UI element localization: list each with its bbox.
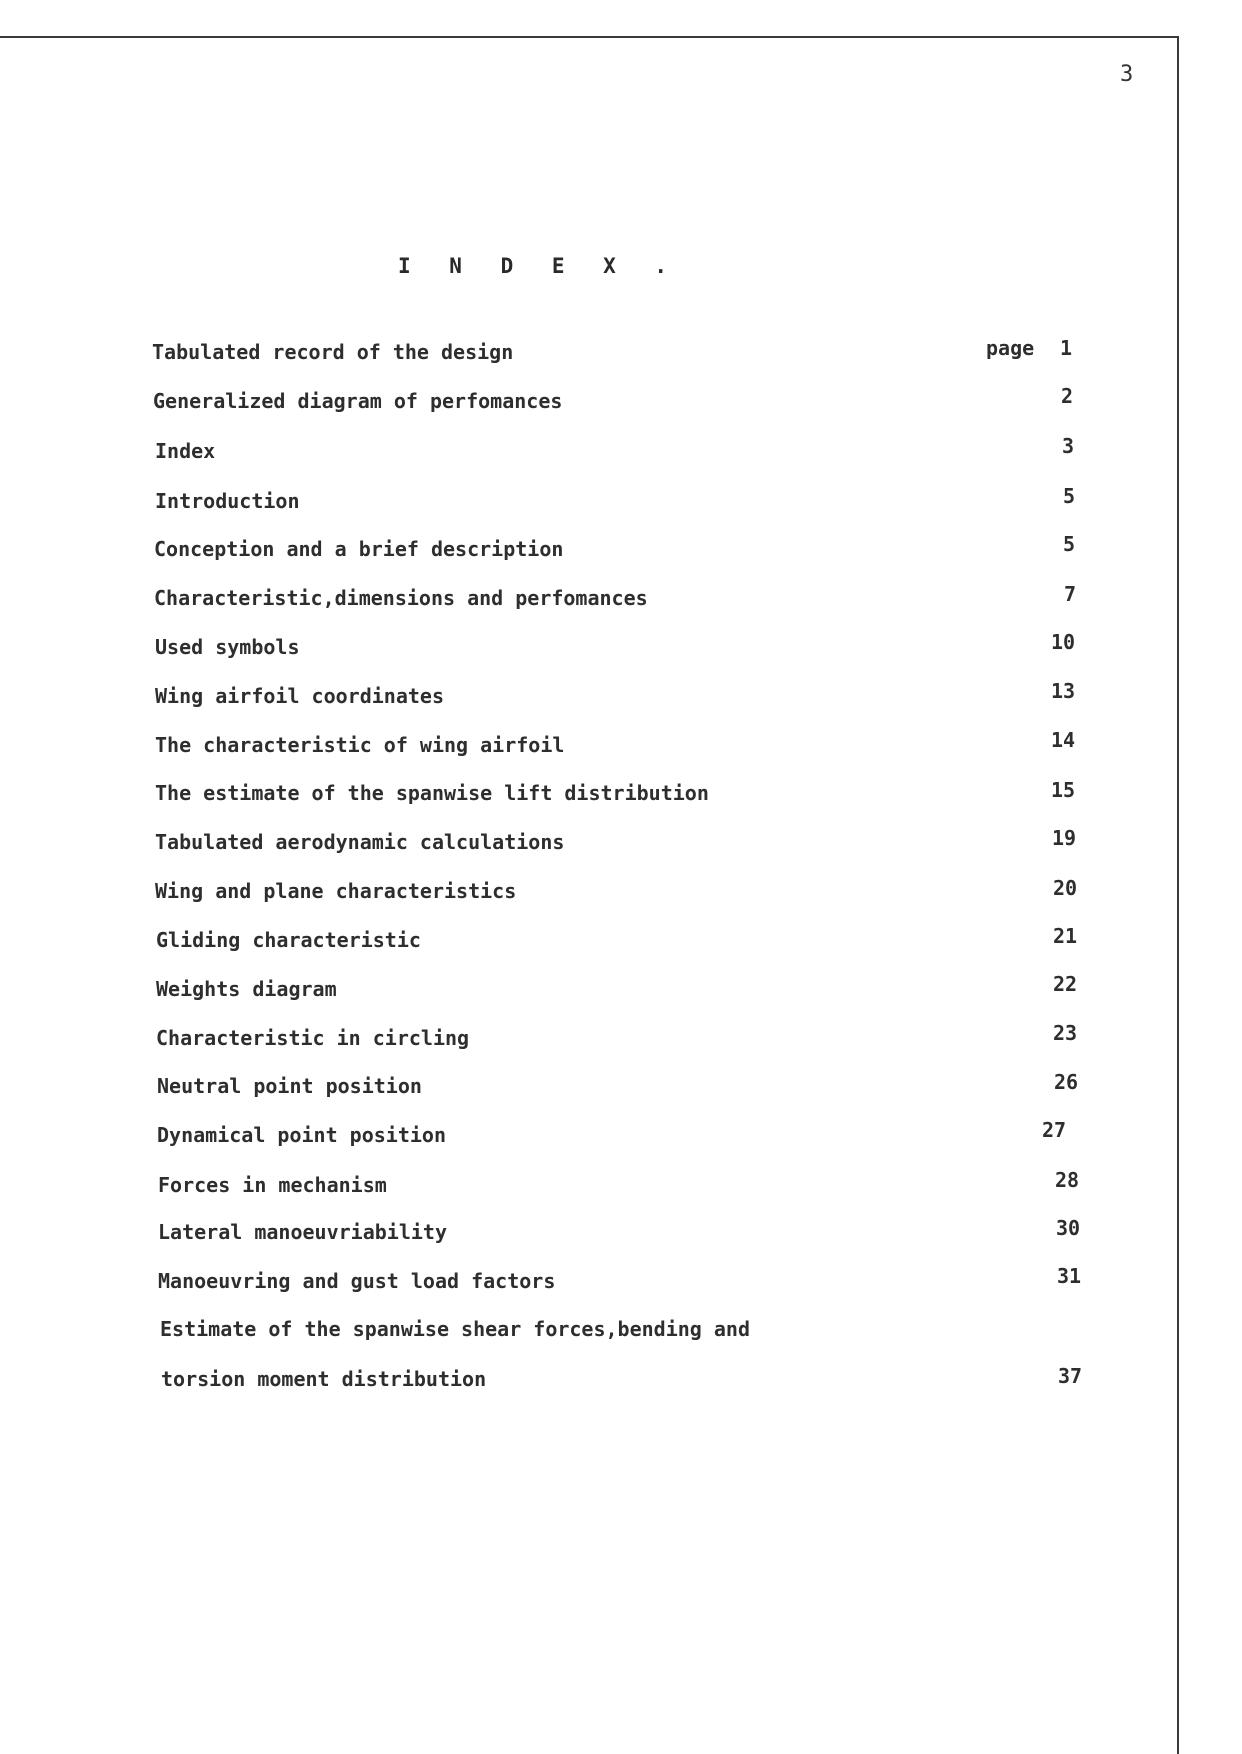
index-entry-page: 21 xyxy=(1053,924,1078,948)
index-entry-page: 20 xyxy=(1053,876,1078,900)
index-entry: Tabulated record of the design xyxy=(152,340,514,364)
index-entry-page: 19 xyxy=(1052,826,1077,850)
index-entry: Neutral point position xyxy=(157,1074,422,1098)
index-entry: Manoeuvring and gust load factors xyxy=(158,1269,556,1293)
index-entry-page: 23 xyxy=(1053,1021,1078,1045)
page-column-label: page xyxy=(986,336,1035,360)
index-entry-page: 10 xyxy=(1051,630,1076,654)
index-entry: Estimate of the spanwise shear forces,bending and xyxy=(160,1317,751,1341)
index-entry: Characteristic,dimensions and perfomances xyxy=(154,586,648,610)
index-entry: Gliding characteristic xyxy=(156,928,421,952)
index-entry: Lateral manoeuvriability xyxy=(158,1220,447,1244)
index-entry-page: 7 xyxy=(1064,582,1077,606)
index-entry: Generalized diagram of perfomances xyxy=(153,389,563,413)
index-entry-page: 14 xyxy=(1051,728,1076,752)
index-entry: Dynamical point position xyxy=(157,1123,446,1147)
index-entry-page: 2 xyxy=(1061,384,1074,408)
index-entry: Introduction xyxy=(155,489,300,513)
index-entry-page: 5 xyxy=(1063,532,1076,556)
index-entry-page: 1 xyxy=(1060,336,1073,360)
index-entry: Index xyxy=(155,439,216,463)
index-entry-page: 27 xyxy=(1042,1118,1067,1142)
index-entry-page: 22 xyxy=(1053,972,1078,996)
index-entry: Forces in mechanism xyxy=(158,1173,387,1197)
index-entry-page: 5 xyxy=(1063,484,1076,508)
index-entry-page: 28 xyxy=(1055,1168,1080,1192)
index-entry: The characteristic of wing airfoil xyxy=(155,733,565,757)
index-entry: Tabulated aerodynamic calculations xyxy=(155,830,565,854)
page-number: 3 xyxy=(1120,62,1134,87)
index-entry: Used symbols xyxy=(155,635,300,659)
index-entry-page: 26 xyxy=(1054,1070,1079,1094)
index-entry: Conception and a brief description xyxy=(154,537,564,561)
index-entry-page: 37 xyxy=(1058,1364,1083,1388)
index-entry-page: 31 xyxy=(1057,1264,1082,1288)
index-entry-page: 30 xyxy=(1056,1216,1081,1240)
index-entry-page: 3 xyxy=(1062,434,1075,458)
index-entry: Characteristic in circling xyxy=(156,1026,470,1050)
index-entry: The estimate of the spanwise lift distribution xyxy=(155,781,709,805)
index-entry: Weights diagram xyxy=(156,977,337,1001)
index-entry-page: 13 xyxy=(1051,679,1076,703)
index-entry: Wing airfoil coordinates xyxy=(155,684,444,708)
index-entry-page: 15 xyxy=(1051,778,1076,802)
index-entry: torsion moment distribution xyxy=(161,1367,487,1391)
index-title: I N D E X . xyxy=(398,254,681,278)
index-entry: Wing and plane characteristics xyxy=(155,879,517,903)
